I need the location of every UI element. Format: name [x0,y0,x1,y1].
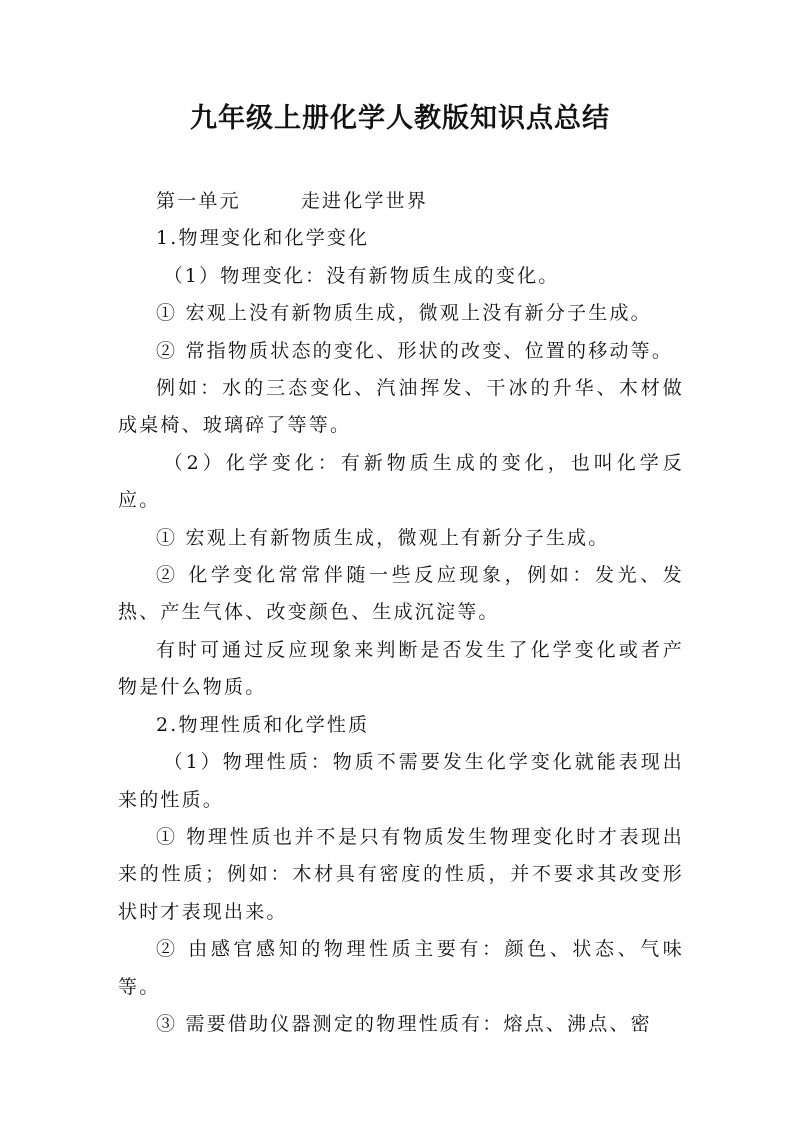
unit-number: 第一单元 [156,190,241,212]
document-title: 九年级上册化学人教版知识点总结 [190,103,610,134]
point-chemical-change-2: ② 化学变化常常伴随一些反应现象，例如：发光、发热、产生气体、改变颜色、生成沉淀等。 [118,564,684,624]
unit-name: 走进化学世界 [300,190,429,212]
point-physical-change-1: ① 宏观上没有新物质生成，微观上没有新分子生成。 [156,302,652,325]
example-physical-change: 例如：水的三态变化、汽油挥发、干冰的升华、木材做成桌椅、玻璃碎了等等。 [118,377,684,437]
definition-chemical-change: （2）化学变化：有新物质生成的变化，也叫化学反应。 [118,451,684,512]
note-reaction-phenomena: 有时可通过反应现象来判断是否发生了化学变化或者产物是什么物质。 [118,638,684,699]
point-physical-property-1: ① 物理性质也并不是只有物质发生物理变化时才表现出来的性质；例如：木材具有密度的性质，并不要求其改变形状时才表现出来。 [118,825,684,923]
section-heading-2: 2.物理性质和化学性质 [156,713,370,736]
section-heading-1: 1.物理变化和化学变化 [156,227,370,250]
point-physical-change-2: ② 常指物质状态的变化、形状的改变、位置的移动等。 [156,339,674,362]
definition-physical-change: （1）物理变化：没有新物质生成的变化。 [163,264,560,287]
point-physical-property-3: ③ 需要借助仪器测定的物理性质有：熔点、沸点、密 [156,1012,652,1035]
point-physical-property-2: ② 由感官感知的物理性质主要有：颜色、状态、气味等。 [118,938,684,998]
point-chemical-change-1: ① 宏观上有新物质生成，微观上有新分子生成。 [156,526,610,549]
definition-physical-property: （1）物理性质：物质不需要发生化学变化就能表现出来的性质。 [118,751,684,811]
document-body [118,183,684,1043]
unit-heading [118,183,684,220]
